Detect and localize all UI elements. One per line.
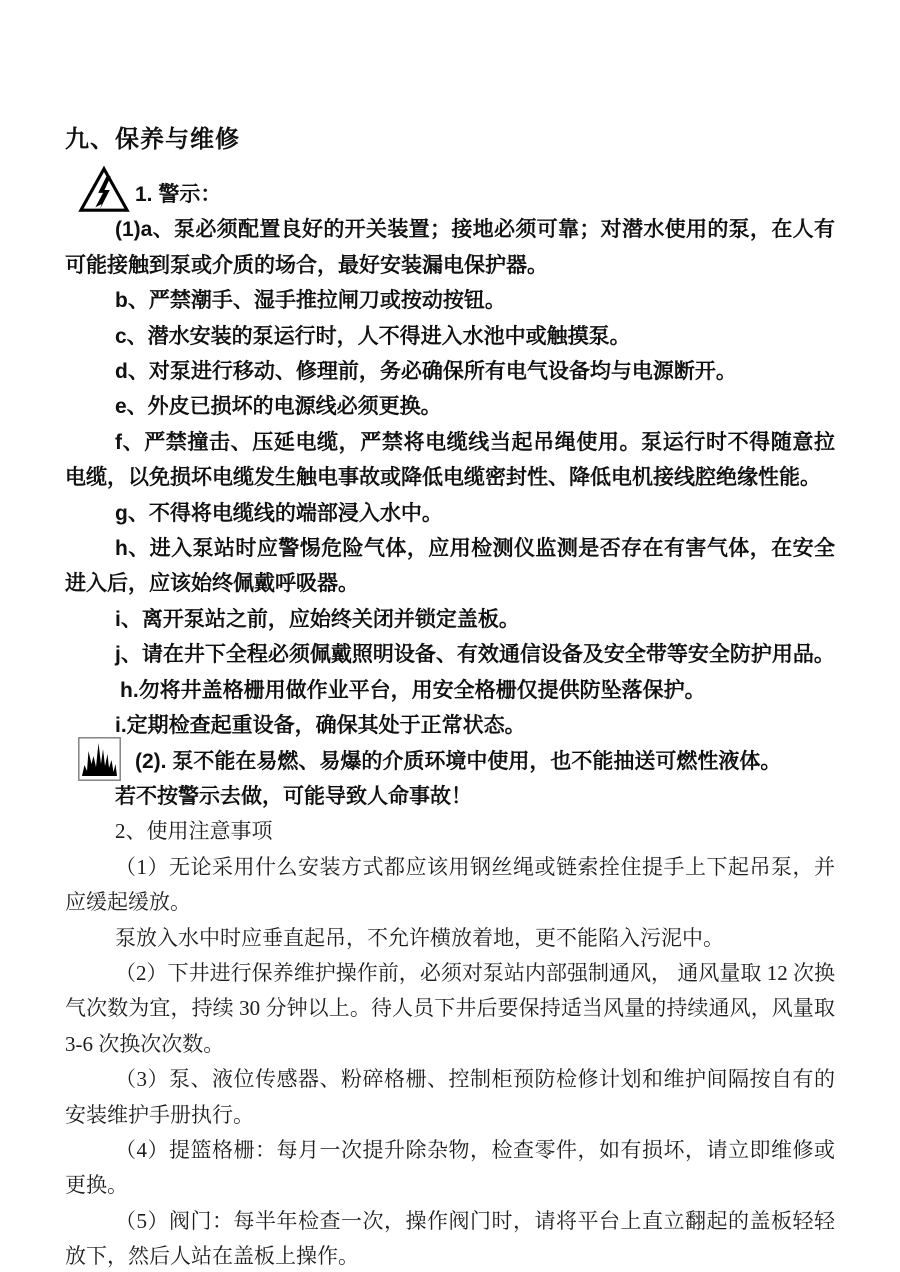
- warning-footnote: [65, 779, 835, 814]
- paragraph-text: f、严禁撞击、压延电缆，严禁将电缆线当起吊绳使用。泵运行时不得随意拉电缆，以免损坏电缆发生触电事故或降低电缆密封性、降低电机接线腔绝缘性能。: [65, 430, 835, 490]
- paragraph-text: i.定期检查起重设备，确保其处于正常状态。: [115, 714, 526, 738]
- paragraph-text: (2). 泵不能在易燃、易爆的介质环境中使用，也不能抽送可燃性液体。: [135, 749, 782, 773]
- paragraph-text: g、不得将电缆线的端部浸入水中。: [115, 501, 443, 525]
- paragraph-text: 2、使用注意事项: [115, 819, 273, 844]
- warning-item-i: [65, 602, 835, 637]
- paragraph-text: (1)a、泵必须配置良好的开关装置；接地必须可靠；对潜水使用的泵，在人有可能接触到泵或介质的场合，最好安装漏电保护器。: [65, 218, 835, 277]
- notes-item-3: [65, 1062, 835, 1133]
- paragraph-text: h、进入泵站时应警惕危险气体，应用检测仪监测是否存在有害气体，在安全进入后，应该始终佩戴呼吸器。: [65, 537, 835, 596]
- warning-heading: [65, 177, 835, 212]
- paragraph-text: e、外皮已损坏的电源线必须更换。: [115, 395, 442, 419]
- page-title: 九、保养与维修: [65, 126, 240, 153]
- notes-item-2: [65, 956, 835, 1062]
- notes-item-5: [65, 1204, 835, 1272]
- document-content: [65, 177, 835, 1272]
- paragraph-text: （5）阀门：每半年检查一次，操作阀门时，请将平台上直立翻起的盖板轻轻放下，然后人站在盖板上操作。: [65, 1208, 835, 1269]
- explosion-warning-icon: [78, 737, 121, 781]
- warning-item-c: [65, 319, 835, 354]
- warning-item-1a: [65, 212, 835, 283]
- paragraph-text: b、严禁潮手、湿手推拉闸刀或按动按钮。: [115, 289, 506, 313]
- paragraph-text: d、对泵进行移动、修理前，务必确保所有电气设备均与电源断开。: [115, 360, 737, 384]
- paragraph-text: j、请在井下全程必须佩戴照明设备、有效通信设备及安全带等安全防护用品。: [115, 643, 835, 667]
- warning-item-d: [65, 354, 835, 389]
- notes-heading: [65, 814, 835, 849]
- warning-item-j: [65, 637, 835, 672]
- warning-item-h2: [65, 673, 835, 708]
- notes-item-1-cont: [65, 921, 835, 956]
- paragraph-text: （4）提篮格栅：每月一次提升除杂物，检查零件，如有损坏，请立即维修或更换。: [65, 1137, 835, 1198]
- warning-item-h: [65, 531, 835, 602]
- notes-item-4: [65, 1133, 835, 1204]
- warning-item-2: [65, 744, 835, 779]
- paragraph-text: c、潜水安装的泵运行时，人不得进入水池中或触摸泵。: [115, 324, 631, 348]
- paragraph-text: i、离开泵站之前，应始终关闭并锁定盖板。: [115, 607, 520, 631]
- warning-item-b: [65, 283, 835, 318]
- paragraph-text: （3）泵、液位传感器、粉碎格栅、控制柜预防检修计划和维护间隔按自有的安装维护手册执行。: [65, 1067, 835, 1127]
- notes-item-1: [65, 850, 835, 921]
- paragraph-text: （2）下井进行保养维护操作前，必须对泵站内部强制通风， 通风量取 12 次换气次数为宜，持续 30 分钟以上。待人员下井后要保持适当风量的持续通风，风量取 3-6 次换次次数。: [65, 960, 835, 1056]
- paragraph-text: （1）无论采用什么安装方式都应该用钢丝绳或链索拴住提手上下起吊泵，并应缓起缓放。: [65, 854, 835, 915]
- lightning-warning-icon: [78, 164, 130, 216]
- warning-item-f: [65, 425, 835, 496]
- paragraph-text: 泵放入水中时应垂直起吊，不允许横放着地，更不能陷入污泥中。: [115, 925, 724, 950]
- paragraph-text: h.勿将井盖格栅用做作业平台，用安全格栅仅提供防坠落保护。: [120, 678, 706, 702]
- warning-item-i2: [65, 708, 835, 743]
- paragraph-text: 若不按警示去做，可能导致人命事故！: [115, 784, 472, 808]
- warning-item-e: [65, 389, 835, 424]
- warning-item-g: [65, 496, 835, 531]
- paragraph-text: 1. 警示：: [135, 183, 222, 206]
